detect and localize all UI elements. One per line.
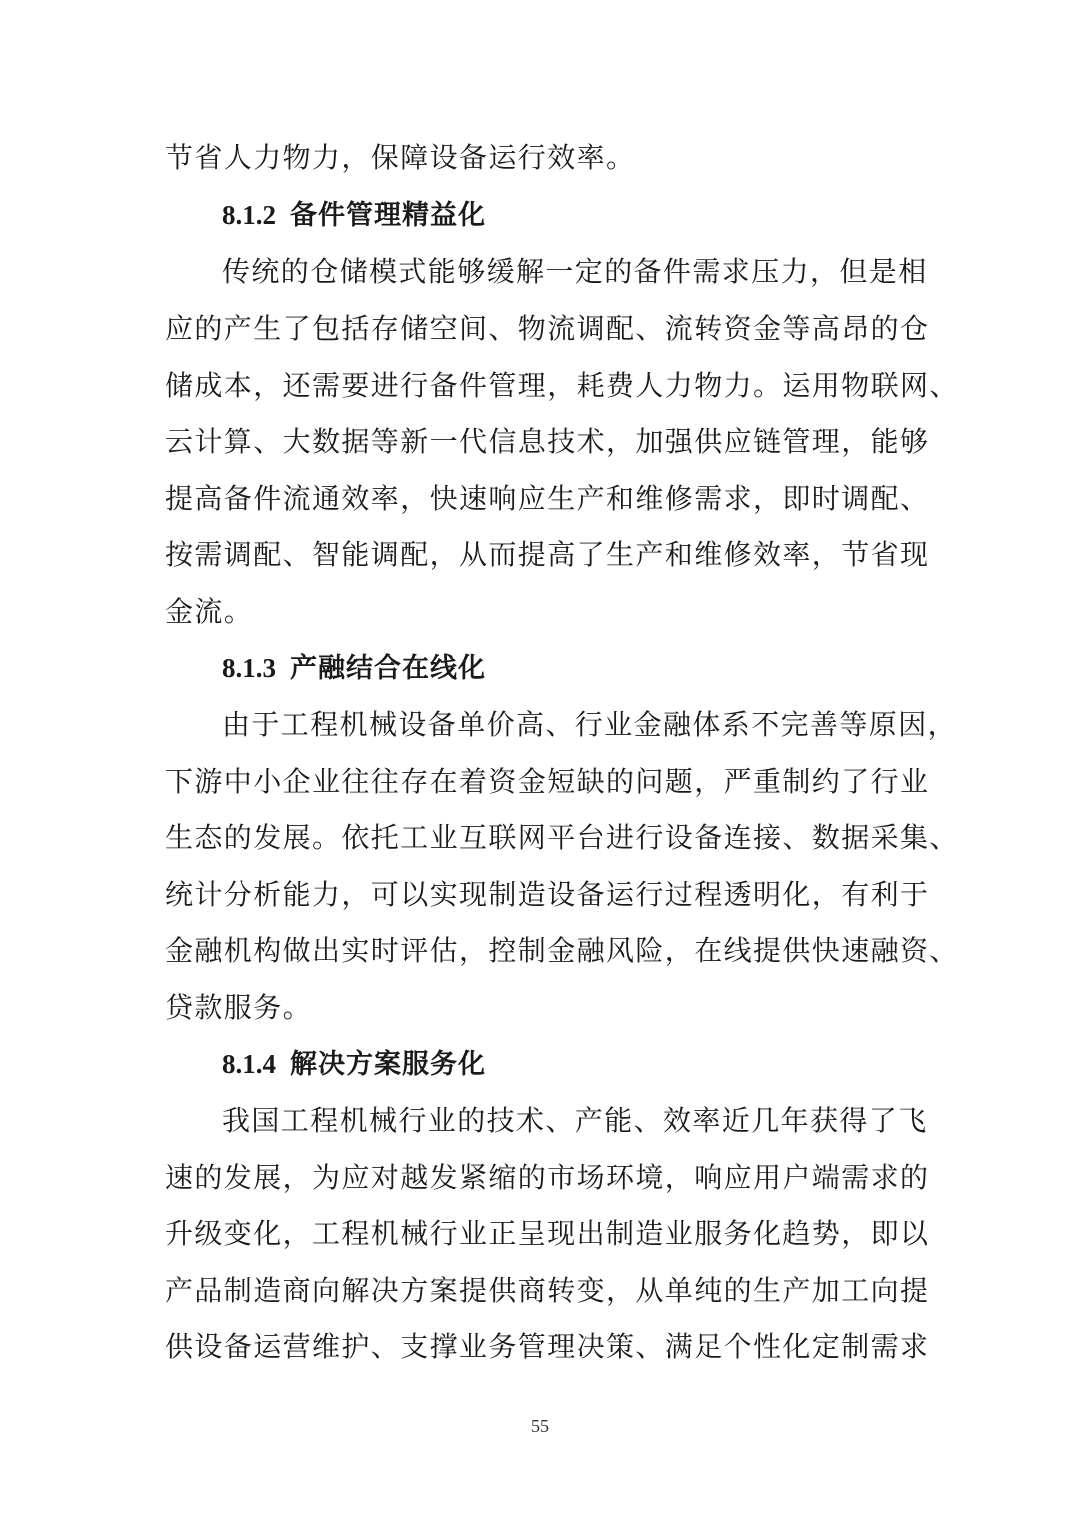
paragraph-line: 提高备件流通效率，快速响应生产和维修需求，即时调配、 [165, 482, 930, 515]
paragraph-line: 升级变化，工程机械行业正呈现出制造业服务化趋势，即以 [165, 1217, 930, 1250]
paragraph-line: 供设备运营维护、支撑业务管理决策、满足个性化定制需求 [165, 1330, 930, 1363]
paragraph-line: 储成本，还需要进行备件管理，耗费人力物力。运用物联网、 [165, 369, 959, 402]
paragraph-line: 金流。 [165, 595, 254, 628]
paragraph-line: 节省人力物力，保障设备运行效率。 [165, 141, 636, 174]
paragraph-line: 速的发展，为应对越发紧缩的市场环境，响应用户端需求的 [165, 1161, 930, 1194]
section-title: 解决方案服务化 [290, 1049, 486, 1080]
paragraph-line: 云计算、大数据等新一代信息技术，加强供应链管理，能够 [165, 425, 930, 458]
paragraph-line: 贷款服务。 [165, 991, 313, 1024]
paragraph-line: 由于工程机械设备单价高、行业金融体系不完善等原因， [222, 708, 958, 741]
page-number: 55 [531, 1416, 549, 1436]
paragraph-line: 应的产生了包括存储空间、物流调配、流转资金等高昂的仓 [165, 312, 930, 345]
section-number: 8.1.3 [222, 653, 276, 683]
paragraph-line: 我国工程机械行业的技术、产能、效率近几年获得了飞 [222, 1104, 928, 1137]
section-title: 备件管理精益化 [290, 200, 486, 231]
section-heading-8-1-2 [222, 195, 486, 235]
paragraph-line: 生态的发展。依托工业互联网平台进行设备连接、数据采集、 [165, 821, 959, 854]
section-heading-8-1-4 [222, 1044, 486, 1084]
section-number: 8.1.2 [222, 200, 276, 230]
section-title: 产融结合在线化 [290, 653, 486, 684]
paragraph-line: 统计分析能力，可以实现制造设备运行过程透明化，有利于 [165, 878, 930, 911]
paragraph-line: 按需调配、智能调配，从而提高了生产和维修效率，节省现 [165, 538, 930, 571]
section-number: 8.1.4 [222, 1049, 276, 1079]
paragraph-line: 传统的仓储模式能够缓解一定的备件需求压力，但是相 [222, 255, 928, 288]
paragraph-line: 下游中小企业往往存在着资金短缺的问题，严重制约了行业 [165, 765, 930, 798]
paragraph-line: 产品制造商向解决方案提供商转变，从单纯的生产加工向提 [165, 1274, 930, 1307]
paragraph-line: 金融机构做出实时评估，控制金融风险，在线提供快速融资、 [165, 934, 959, 967]
section-heading-8-1-3 [222, 648, 486, 688]
